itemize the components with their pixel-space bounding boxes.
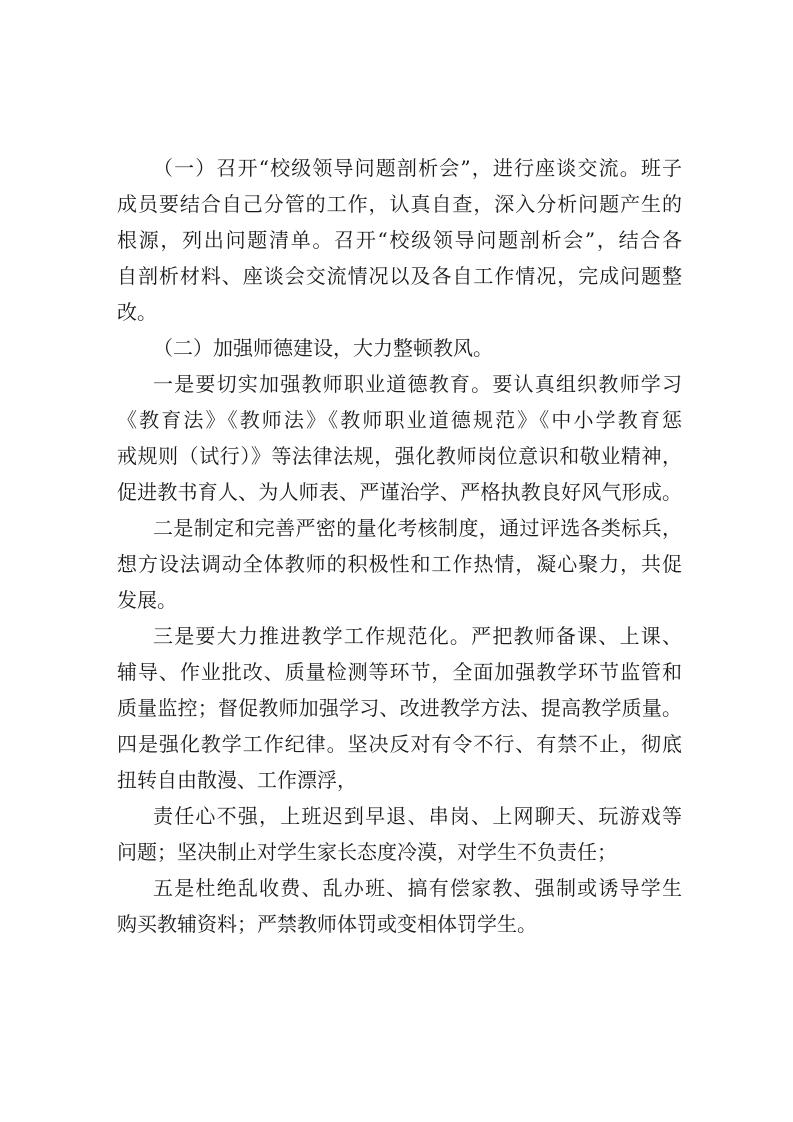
- body-text-line: 成员要结合自己分管的工作，认真自查，深入分析问题产生的: [117, 192, 682, 216]
- body-text-line: 戒规则（试行）》等法律法规，强化教师岗位意识和敬业精神，: [117, 444, 682, 468]
- body-text-line: 《教育法》《教师法》《教师职业道德规范》《中小学教育惩: [117, 408, 682, 432]
- body-text-line: 二是制定和完善严密的量化考核制度，通过评选各类标兵，: [153, 516, 682, 540]
- body-text-line: 五是杜绝乱收费、乱办班、搞有偿家教、强制或诱导学生: [153, 876, 682, 900]
- body-text-line: 促进教书育人、为人师表、严谨治学、严格执教良好风气形成。: [117, 480, 682, 504]
- body-text-line: 根源，列出问题清单。召开“校级领导问题剖析会”，结合各: [117, 228, 682, 252]
- body-text-line: 责任心不强，上班迟到早退、串岗、上网聊天、玩游戏等: [153, 804, 682, 828]
- section-2-heading: （二）加强师德建设，大力整顿教风。: [153, 336, 493, 360]
- body-text-line: 问题；坚决制止对学生家长态度冷漠，对学生不负责任；: [117, 840, 617, 864]
- body-text-line: 三是要大力推进教学工作规范化。严把教师备课、上课、: [153, 624, 682, 648]
- body-text-line: 辅导、作业批改、质量检测等环节，全面加强教学环节监管和: [117, 660, 682, 684]
- body-text-line: 发展。: [117, 588, 177, 612]
- body-text-line: 自剖析材料、座谈会交流情况以及各自工作情况，完成问题整: [117, 264, 682, 288]
- body-text-line: 想方设法调动全体教师的积极性和工作热情，凝心聚力，共促: [117, 552, 682, 576]
- body-text-line: 一是要切实加强教师职业道德教育。要认真组织教师学习: [153, 372, 682, 396]
- body-text-line: 改。: [117, 300, 157, 324]
- body-text-line: 四是强化教学工作纪律。坚决反对有令不行、有禁不止，彻底: [117, 732, 682, 756]
- body-text-line: 质量监控；督促教师加强学习、改进教学方法、提高教学质量。: [117, 696, 682, 720]
- document-body: [117, 150, 682, 942]
- body-text-line: 购买教辅资料；严禁教师体罚或变相体罚学生。: [117, 912, 537, 936]
- body-text-line: 扭转自由散漫、工作漂浮，: [117, 768, 357, 792]
- section-1-heading-line: （一）召开“校级领导问题剖析会”，进行座谈交流。班子: [153, 156, 682, 180]
